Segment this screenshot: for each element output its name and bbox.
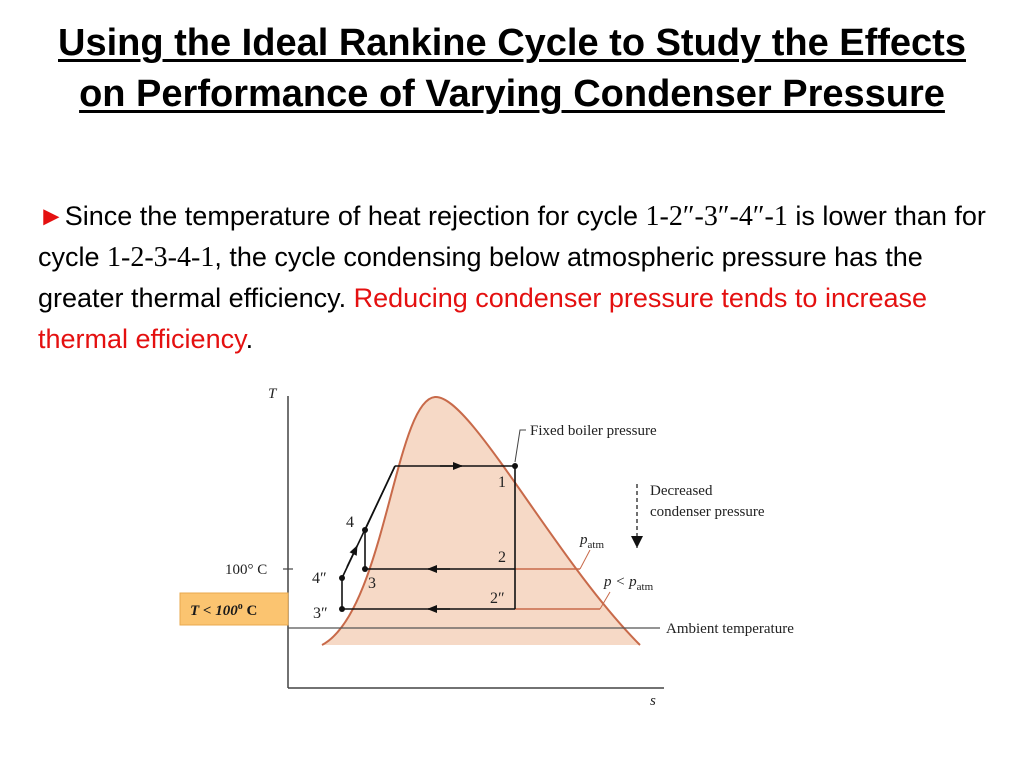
fixed-boiler-label: Fixed boiler pressure (530, 423, 657, 439)
cycle-label-b: 1-2-3-4-1 (107, 242, 215, 273)
patm-label: $p_{atm}$ (580, 532, 604, 551)
text-end: . (245, 324, 254, 354)
point-4pp (339, 575, 345, 581)
label-1: 1 (498, 474, 506, 491)
slide-title: Using the Ideal Rankine Cycle to Study the Effects on Performance of Varying Condenser Pressure (58, 22, 966, 115)
label-3: 3 (368, 575, 376, 592)
ambient-label: Ambient temperature (666, 621, 794, 637)
point-3pp (339, 606, 345, 612)
fixed-boiler-leader (515, 430, 526, 462)
heating-arrow-icon (347, 546, 357, 567)
axis-t-label: T (268, 386, 277, 402)
p-less-label: $p < p_{atm}$ (604, 574, 654, 593)
bullet-arrow-icon: ► (38, 201, 65, 231)
text-part-b: is lower than for cycle (38, 201, 986, 272)
label-4: 4 (346, 514, 354, 531)
label-3pp: 3″ (313, 605, 328, 622)
label-2pp: 2″ (490, 590, 505, 607)
label-4pp: 4″ (312, 570, 327, 587)
axis-s-label: s (650, 693, 656, 709)
decreased-label-2: condenser pressure (650, 504, 765, 520)
point-4 (362, 527, 368, 533)
temp-100-label: 100° C (225, 562, 268, 578)
decreased-label-1: Decreased (650, 483, 713, 499)
decreased-pressure-arrowhead-icon (631, 536, 643, 548)
text-part-a: Since the temperature of heat rejection for cycle (64, 201, 646, 231)
cycle-label-a: 1-2″-3″-4″-1 (645, 201, 788, 232)
label-2: 2 (498, 549, 506, 566)
point-3 (362, 566, 368, 572)
patm-leader (580, 550, 590, 569)
text-part-c: , the cycle condensing below atmospheric pressure has the greater thermal efficiency. (38, 242, 923, 313)
point-1 (512, 463, 518, 469)
conclusion-text: Reducing condenser pressure tends to increase thermal efficiency (38, 283, 927, 354)
t-less-100-label: $T < 100^o$ C (190, 601, 258, 619)
